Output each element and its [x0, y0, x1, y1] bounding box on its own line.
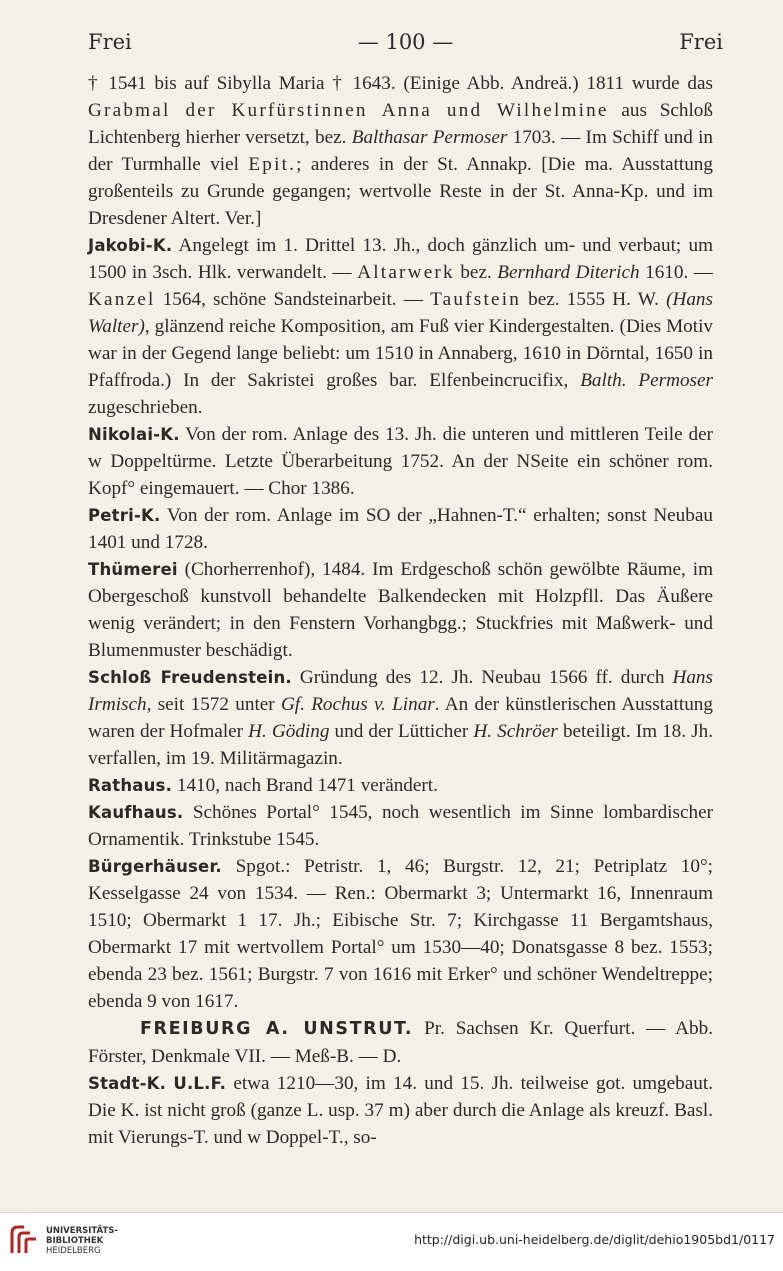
text-run: 1410, nach Brand 1471 verändert.	[172, 775, 438, 796]
entry-keyword: Bürgerhäuser.	[88, 857, 222, 876]
paragraph	[88, 853, 713, 1015]
entry-keyword: Schloß Freudenstein.	[88, 668, 292, 687]
artist-name: H. Schröer	[473, 721, 558, 742]
artist-name: (Hans Walter)	[88, 289, 713, 337]
running-header	[88, 30, 723, 58]
spaced-term: Kanzel	[88, 289, 156, 310]
text-run: ; anderes in der St. Annakp. [Die ma. Ausstattung großenteils zu Grunde gegangen; wertvolle Reste in der St. Anna-Kp. und im Dresdener Altert. Ver.]	[88, 154, 713, 229]
paragraph	[88, 772, 713, 799]
text-run: und der Lütticher	[329, 721, 474, 742]
entry-keyword: Petri-K.	[88, 506, 161, 525]
header-left-keyword: Frei	[88, 30, 132, 54]
artist-name: Balth. Permoser	[580, 370, 713, 391]
artist-name: Balthasar Permoser	[351, 127, 508, 148]
paragraph	[88, 70, 713, 232]
text-run: , seit 1572 unter	[146, 694, 281, 715]
body-text	[88, 70, 713, 1151]
paragraph	[88, 1015, 713, 1070]
text-run: Pr. Sachsen Kr. Querfurt. — Abb. Förster, Denkmale VII. — Meß-B. — D.	[88, 1018, 714, 1067]
text-run: , glänzend reiche Komposition, am Fuß vier Kindergestalten. (Dies Motiv war in der Gegend lange beliebt: um 1510 in Annaberg, 1610 in Dörntal, 1650 in Pfaffroda.) In der Sakristei großes bar. Elfenbeincrucifix,	[88, 316, 713, 391]
text-run: Angelegt im 1. Drittel 13. Jh., doch gänzlich um- und verbaut; um 1500 in 3sch. Hlk. verwandelt. —	[88, 235, 713, 283]
text-run: aus Schloß Lichtenberg hierher versetzt, bez.	[88, 100, 713, 148]
entry-keyword: Thümerei	[88, 560, 178, 579]
paragraph	[88, 556, 713, 664]
text-run: bez. 1555 H. W.	[521, 289, 667, 310]
library-logo[interactable]	[8, 1221, 128, 1263]
text-run: 1703. — Im Schiff und in der Turmhalle viel	[88, 127, 713, 175]
text-run: Gründung des 12. Jh. Neubau 1566 ff. durch	[291, 667, 673, 688]
artist-name: H. Göding	[248, 721, 330, 742]
entry-keyword: Stadt-K.	[88, 1074, 167, 1093]
paragraph	[88, 1070, 713, 1151]
library-logo-icon	[8, 1223, 42, 1257]
library-logo-text: UNIVERSITÄTS- BIBLIOTHEK HEIDELBERG	[46, 1226, 118, 1256]
text-run: Von der rom. Anlage im SO der „Hahnen-T.“ erhalten; sonst Neubau 1401 und 1728.	[88, 505, 713, 553]
viewer-footer	[0, 1212, 783, 1271]
entry-keyword: Kaufhaus.	[88, 803, 184, 822]
paragraph	[88, 799, 713, 853]
text-run: beteiligt. Im 18. Jh. verfallen, im 19. Militärmagazin.	[88, 721, 714, 769]
entry-keyword: U.L.F.	[173, 1074, 227, 1093]
permalink-url[interactable]: http://digi.ub.uni-heidelberg.de/diglit/dehio1905bd1/0117	[414, 1232, 775, 1247]
artist-name: Bernhard Diterich	[497, 262, 640, 283]
spaced-term: Altarwerk	[357, 262, 455, 283]
entry-keyword: Jakobi-K.	[88, 236, 173, 255]
text-run: 1610. —	[639, 262, 713, 283]
artist-name: Hans Irmisch	[88, 667, 713, 715]
text-run: etwa 1210—30, im 14. und 15. Jh. teilweise got. umgebaut. Die K. ist nicht groß (ganze L. usp. 37 m) aber durch die Anlage als kreuzf. Basl. mit Vierungs-T. und w Doppel-T., so-	[88, 1073, 713, 1148]
text-run: 1564, schöne Sandsteinarbeit. —	[155, 289, 431, 310]
spaced-term: Grabmal der Kurfürstinnen Anna und Wilhelmine	[88, 100, 609, 121]
paragraph	[88, 232, 713, 421]
entry-keyword: Rathaus.	[88, 776, 173, 795]
text-run: Spgot.: Petristr. 1, 46; Burgstr. 12, 21; Petriplatz 10°; Kesselgasse 24 von 1534. — Ren.: Obermarkt 3; Untermarkt 16, Innenraum 1510; Obermarkt 1 17. Jh.; Eibische Str. 7; Kirchgasse 11 Bergamtshaus, Obermarkt 17 mit wertvollem Portal° um 1530—40; Donatsgasse 8 bez. 1553; ebenda 23 bez. 1561; Burgstr. 7 von 1616 mit Erker° und schöner Wendeltreppe; ebenda 9 von 1617.	[88, 856, 713, 1012]
spaced-term: Epit.	[248, 154, 297, 175]
entry-keyword: Nikolai-K.	[88, 425, 180, 444]
paragraph	[88, 421, 713, 502]
paragraph	[88, 502, 713, 556]
text-run: † 1541 bis auf Sibylla Maria † 1643. (Einige Abb. Andreä.) 1811 wurde das	[88, 73, 713, 94]
text-run: . An der künstlerischen Ausstattung waren der Hofmaler	[88, 694, 713, 742]
header-right-keyword: Frei	[679, 30, 723, 54]
page-number: — 100 —	[357, 30, 454, 54]
artist-name: Gf. Rochus v. Linar	[280, 694, 435, 715]
text-run: (Chorherrenhof), 1484. Im Erdgeschoß schön gewölbte Räume, im Obergeschoß kunstvoll behandelte Balkendecken mit Holzpfll. Das Äußere wenig verändert; in den Fenstern Vorhangbgg.; Stuckfries mit Maßwerk- und Blumenmuster beschädigt.	[88, 559, 713, 661]
paragraph	[88, 664, 713, 772]
text-run: zugeschrieben.	[88, 397, 203, 418]
text-run: bez.	[454, 262, 498, 283]
text-run: Schönes Portal° 1545, noch wesentlich im Sinne lombardischer Ornamentik. Trinkstube 1545.	[88, 802, 713, 850]
text-run: Von der rom. Anlage des 13. Jh. die unteren und mittleren Teile der w Doppeltürme. Letzte Überarbeitung 1752. An der NSeite ein schöner rom. Kopf° eingemauert. — Chor 1386.	[88, 424, 713, 499]
place-heading: FREIBURG A. UNSTRUT.	[140, 1019, 414, 1039]
spaced-term: Taufstein	[430, 289, 522, 310]
